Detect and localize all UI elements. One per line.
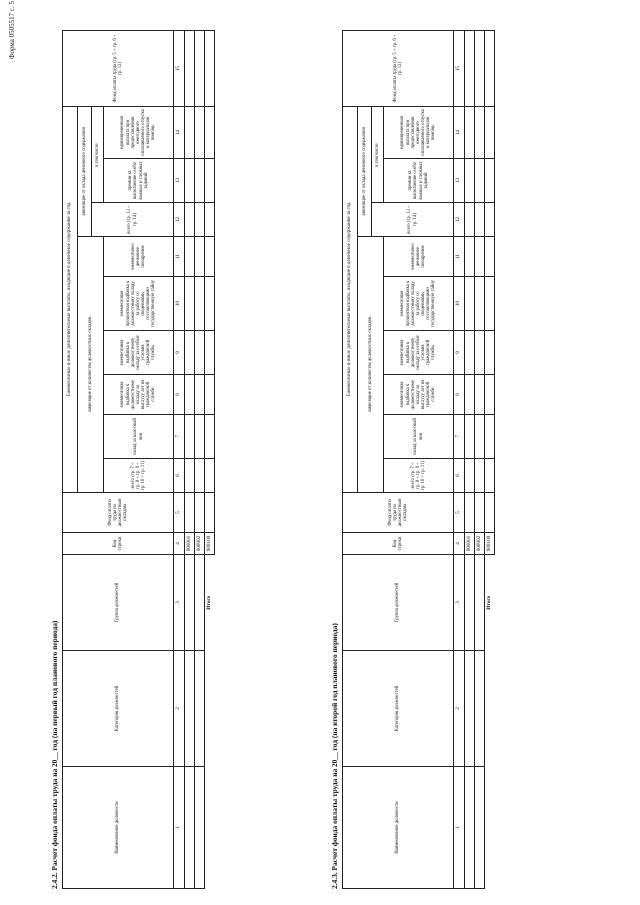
header-col8: ежемесячная надбавка к должностному окладу за выслугу лет на гражданской службе <box>384 375 454 415</box>
header-col10: ежемесячная процентная надбавка к должностному окладу за работу со сведениями, составляющими государственную тайну <box>384 277 454 331</box>
column-number: 8 <box>454 375 465 415</box>
column-number: 12 <box>454 203 465 237</box>
header-incl-2: в том числе: <box>372 106 384 202</box>
header-col7: оклад за классный чин <box>384 415 454 459</box>
fund-table <box>62 30 215 889</box>
header-incl-2: в том числе: <box>92 106 104 202</box>
header-col7: оклад за классный чин <box>104 415 174 459</box>
column-number: 2 <box>174 651 185 767</box>
header-line-code: Код строки <box>63 533 174 555</box>
table-row <box>475 30 485 888</box>
header-col9: ежемесячная надбавка к должностному окладу за особые условия гражданской службы <box>384 331 454 375</box>
row-code: 000001 <box>185 533 195 555</box>
column-number: 15 <box>174 30 185 106</box>
table-row <box>185 30 195 888</box>
header-col11: ежемесячное денежное поощрение <box>104 237 174 277</box>
column-number: 4 <box>174 533 185 555</box>
fund-table <box>342 30 495 889</box>
header-additional-payments: Ежемесячные и иные дополнительные выплаты, входящие в денежное содержание за год <box>343 106 358 492</box>
column-number: 6 <box>454 459 465 493</box>
column-number: 9 <box>454 331 465 375</box>
total-label: Итого <box>485 595 492 610</box>
column-number: 1 <box>174 767 185 889</box>
header-col11: ежемесячное денежное поощрение <box>384 237 454 277</box>
column-number: 3 <box>174 555 185 651</box>
header-col8: ежемесячная надбавка к должностному окладу за выслугу лет на гражданской службе <box>104 375 174 415</box>
column-number: 10 <box>174 277 185 331</box>
header-position-category: Категория должностей <box>343 651 454 767</box>
section-title: 2.4.2. Расчет фонда оплаты труда на 20__ год (на первый год планового периода) <box>50 620 59 889</box>
total-row <box>485 30 495 888</box>
header-salary-fund: Фонд оплаты труда по должностным окладам <box>343 493 454 533</box>
header-depending-salaries: зависящие от количества должностных окладов <box>78 237 104 493</box>
header-depending-salary-content: зависящие от оклада денежного содержания <box>78 106 92 236</box>
column-number-row <box>454 30 465 888</box>
header-col13: премии за выполнение особо важных и сложных заданий <box>384 159 454 203</box>
header-line-code: Код строки <box>343 533 454 555</box>
column-number: 10 <box>454 277 465 331</box>
column-number: 11 <box>174 237 185 277</box>
header-total-12: всего (гр. 13 + гр. 14) <box>372 203 454 237</box>
header-additional-payments: Ежемесячные и иные дополнительные выплаты, входящие в денежное содержание за год <box>63 106 78 492</box>
column-number: 8 <box>174 375 185 415</box>
column-number: 11 <box>454 237 465 277</box>
total-row <box>205 30 215 888</box>
header-col15: Фонд оплаты труда (гр. 5 + гр. 6 + гр. 12) <box>63 30 174 106</box>
total-code: 900100 <box>485 533 495 555</box>
table-row <box>465 30 475 888</box>
column-number: 14 <box>454 106 465 158</box>
column-number: 1 <box>454 767 465 889</box>
table-row <box>195 30 205 888</box>
header-col14: единовременная выплата при предоставлении ежегодного оплачиваемого отпуска и материальная помощь <box>104 106 174 158</box>
column-number: 3 <box>454 555 465 651</box>
header-position-name: Наименование должности <box>343 767 454 889</box>
column-number: 4 <box>454 533 465 555</box>
header-position-group: Группа должностей <box>343 555 454 651</box>
header-col10: ежемесячная процентная надбавка к должностному окладу за работу со сведениями, составляющими государственную тайну <box>104 277 174 331</box>
header-col13: премии за выполнение особо важных и сложных заданий <box>104 159 174 203</box>
header-depending-salaries: зависящие от количества должностных окладов <box>358 237 384 493</box>
column-number: 15 <box>454 30 465 106</box>
column-number: 13 <box>174 159 185 203</box>
column-number: 14 <box>174 106 185 158</box>
header-depending-salary-content: зависящие от оклада денежного содержания <box>358 106 372 236</box>
header-total-6: всего (гр. 7 + гр. 8 + гр. 9 + гр. 10 + гр. 11) <box>384 459 454 493</box>
column-number: 5 <box>174 493 185 533</box>
column-number: 12 <box>174 203 185 237</box>
row-code: 000001 <box>465 533 475 555</box>
section-title: 2.4.3. Расчет фонда оплаты труда на 20__ год (на второй год планового периода) <box>330 623 339 889</box>
column-number: 6 <box>174 459 185 493</box>
total-code: 900100 <box>205 533 215 555</box>
header-position-group: Группа должностей <box>63 555 174 651</box>
column-number: 7 <box>174 415 185 459</box>
header-position-category: Категория должностей <box>63 651 174 767</box>
row-code: 000002 <box>195 533 205 555</box>
header-salary-fund: Фонд оплаты труда по должностным окладам <box>63 493 174 533</box>
column-number: 9 <box>174 331 185 375</box>
column-number: 13 <box>454 159 465 203</box>
header-total-12: всего (гр. 13 + гр. 14) <box>92 203 174 237</box>
header-col9: ежемесячная надбавка к должностному окладу за особые условия гражданской службы <box>104 331 174 375</box>
column-number: 5 <box>454 493 465 533</box>
header-position-name: Наименование должности <box>63 767 174 889</box>
form-number: Форма 0505517 с. 5 <box>8 0 16 59</box>
header-col14: единовременная выплата при предоставлении ежегодного оплачиваемого отпуска и материальная помощь <box>384 106 454 158</box>
total-label: Итого <box>205 595 212 610</box>
column-number: 7 <box>454 415 465 459</box>
row-code: 000002 <box>475 533 485 555</box>
column-number: 2 <box>454 651 465 767</box>
header-col15: Фонд оплаты труда (гр. 5 + гр. 6 + гр. 12) <box>343 30 454 106</box>
column-number-row <box>174 30 185 888</box>
header-total-6: всего (гр. 7 + гр. 8 + гр. 9 + гр. 10 + гр. 11) <box>104 459 174 493</box>
